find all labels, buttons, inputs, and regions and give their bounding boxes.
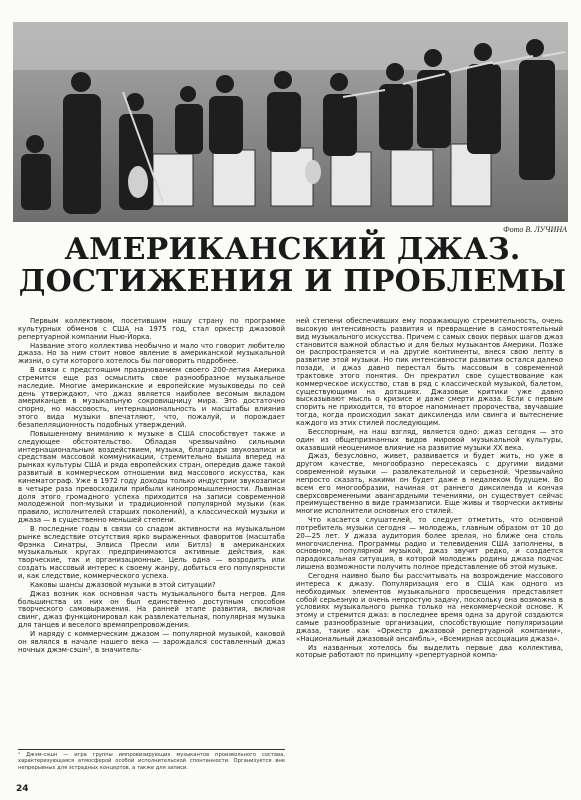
article-column-left <box>18 318 285 654</box>
paragraph: Сегодня наивно было бы рассчитывать на возрождение массового интереса к джазу. Популяризация его в США как одного из необходимых элементов музыкального просвещения представляет собой серьезную и очень непростую задачу, поскольку она возможна в условиях музыкального рынка только на некоммерческой основе. К этому и стремится джаз: в последнее время одна за другой создаются самые разнообразные организации, способствующие популяризации джаза, такие как «Оркестр джазовой репертуарной компании», «Национальный джазовый ансамбль», «Всемирная ассоциация джаза». <box>296 572 563 643</box>
paragraph: Повышенному вниманию к музыке в США способствует также и следующее обстоятельство. Обладая чрезвычайно сильными интернациональным воздействием, музыка, благодаря звукозаписи и средствам массовой коммуникации, стремительно вышла вперед на рынках культуры США и ряда европейских стран, опередив даже такой развитый в коммерческом отношении вид массового искусства, как кинематограф. Уже в 1972 году доходы только индустрии звукозаписи в четыре раза превосходили прибыли кинопромышленности. Львиная доля этого громадного успеха приходится на записи современной молодежной поп-музыки и традиционной популярной музыки (как правило, исполнителей старших поколений), а классической музыки и джаза — в существенно меньшей степени. <box>18 429 285 525</box>
paragraph: В последние годы в связи со спадом активности на музыкальном рынке вследствие отсутствия ярко выраженных фаворитов (масштаба Фрэнка Синатры, Элвиса Пресли или Битлз) в американских музыкальных кругах предпринимаются активные действия, как творческие, так и организационные. Цель одна — возродить или создать массовый интерес к своему жанру, добиться его популярности и, как следствие, коммерческого успеха. <box>18 524 285 580</box>
photo-credit: Фото В. ЛУЧИНА <box>503 225 567 234</box>
paragraph: Из названных хотелось бы выделить первые два коллектива, которые работают по принципу «репертуарной компа- <box>296 643 563 660</box>
paragraph: И наряду с коммерческим джазом — популярной музыкой, каковой он являлся в начале нашего века — зарождался составленный джаз ночных джэм-сэшн¹, в значитель- <box>18 629 285 654</box>
headline-line-1: АМЕРИКАНСКИЙ ДЖАЗ. <box>64 232 521 267</box>
article-column-right <box>296 318 563 660</box>
paragraph: Что касается слушателей, то следует отметить, что основной потребитель музыки сегодня — молодежь, главным образом от 10 до 20—25 лет. У джаза аудитория более зрелая, но ближе она столь многочисленна. Программы радио и телевидения США заполнены, в основном, популярной музыкой, джаз звучит редко, и создается парадоксальная ситуация, в которой молодежь родины джаза подчас лишена возможности получить полное представление об этой музыке. <box>296 516 563 572</box>
paragraph: Название этого коллектива необычно и мало что говорит любителю джаза. Но за ним стоит новое явление в американской музыкальной жизни, о сути которого хотелось бы поговорить подробнее. <box>18 341 285 366</box>
headline-line-2: ДОСТИЖЕНИЯ И ПРОБЛЕМЫ <box>18 263 567 299</box>
footnote: ¹ Джэм-сэшн — игра группы импровизирующих музыкантов произвольного состава, характеризующаяся атмосферой особой исполнительской спонтанности. Организуется вне непрерывных для эстрадных концертов, а также для записи. <box>18 749 285 771</box>
paragraph: Первым коллективом, посетившим нашу страну по программе культурных обменов с США на 1975 год, стал оркестр джазовой репертуарной компании Нью-Йорка. <box>18 317 285 341</box>
paragraph: Каковы шансы джазовой музыки в этой ситуации? <box>30 580 216 589</box>
paragraph: ней степени обеспечивших ему поражающую стремительность, очень высокую интенсивность развития и превращение в самостоятельный вид музыкального искусства. Причем с самых своих первых шагов джаз становится важной областью и для белых музыкантов Америки. Позже он распространяется и на другие континенты, внеся свою лепту в развитие этой музыки. Но пик интенсивности развития остался далеко позади, и джаз давно перестал быть массовым в современной трактовке этого понятия. Он прекратил свое существование как коммерческое искусство, став в ряд с классической музыкой, балетом, существующими на дотациях. Джазовые критики уже давно высказывают мысль о кризисе и даже смерти джаза. Если с первым спорить не приходится, то второе напоминает пророчества, звучавшие тогда, когда происходил закат диксиленда или свинга и вытеснение каждого из этих стилей последующим. <box>296 317 563 427</box>
paragraph: В связи с предстоящим празднованием своего 200-летия Америка стремится еще раз осмыслить свое разнообразное музыкальное наследие. Многие американские и европейские музыковеды по сей день утверждают, что джаз является наиболее весомым вкладом американцев в музыкальную сокровищницу мира. Это достаточно спорно, но массовость, интернациональность и масштабы влияния этого вида музыки впечатляют, что, пожалуй, и порождает безапелляционность подобных утверждений. <box>18 366 285 429</box>
paragraph: Джаз, безусловно, живет, развивается и будет жить, но уже в другом качестве, многообразно пересекаясь с другими видами современной музыки — развлекательной и серьезной. Чрезвычайно непросто сказать, какими он будет даже в недалеком будущем. Во всем его многообразии, начиная от раннего диксиленда и кончая сверхсовременными авангардными течениями, он существует сейчас преимущественно в виде граммзаписи. Еще живы и творчески активны многие исполнители основных его стилей. <box>296 452 563 516</box>
orchestra-photo <box>13 22 568 222</box>
article-headline <box>15 234 570 298</box>
paragraph: Бесспорным, на наш взгляд, является одно: джаз сегодня — это один из общепризнанных видов мировой музыкальной культуры, оказавший неоценимое влияние на развитие музыки XX века. <box>296 427 563 452</box>
paragraph: Джаз возник как основная часть музыкального быта негров. Для большинства из них он был единственно доступным способом творческого самовыражения. На ранней этапе развития, включая свинг, джаз функционировал как развлекательная, популярная музыка для танцев и веселого времяпрепровождения. <box>18 589 285 630</box>
page-number: 24 <box>16 784 29 794</box>
